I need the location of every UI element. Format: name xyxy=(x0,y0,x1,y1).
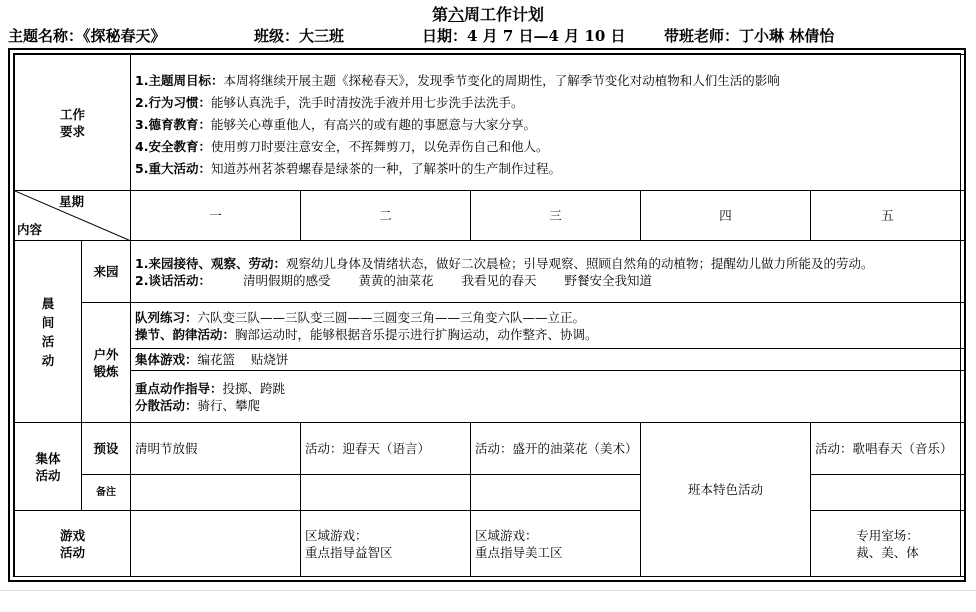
work-label xyxy=(15,55,131,191)
note-wed xyxy=(471,475,641,511)
week-label: 星期 xyxy=(59,194,85,209)
outdoor-row-2 xyxy=(15,349,965,371)
plan-mon: 清明节放假 xyxy=(131,423,301,475)
page-divider xyxy=(0,590,976,591)
group-label: 集体 活动 xyxy=(15,423,82,511)
work-label-line1: 工作 xyxy=(60,106,86,122)
special-activity: 班本特色活动 xyxy=(641,423,811,577)
group-plan-row xyxy=(15,423,965,475)
plan-fri: 活动：歌唱春天（音乐） xyxy=(811,423,965,475)
plan-label: 预设 xyxy=(82,423,131,475)
work-item: 1.主题周目标：本周将继续开展主题《探秘春天》，发现季节变化的周期性，了解季节变化对动植物和人们生活的影响 xyxy=(135,72,780,88)
talk-topic: 清明假期的感受 xyxy=(242,272,331,288)
game-tue: 区域游戏： 重点指导益智区 xyxy=(301,511,471,577)
queue-exercise-cell: 队列练习：六队变三队——三队变三圆——三圆变三角——三角变六队——立正。 操节、韵律活动：胸部运动时，能够根据音乐提示进行扩胸运动，动作整齐、协调。 xyxy=(131,303,965,349)
work-item: 3.德育教育：能够关心尊重他人，有高兴的或有趣的事愿意与大家分享。 xyxy=(135,116,536,132)
title-prefix: 第 xyxy=(431,5,448,24)
game-room: 专用室场： 裁、美、体 xyxy=(811,511,965,577)
arrive-content: 1.来园接待、观察、劳动：观察幼儿身体及情绪状态，做好二次晨检；引导观察、照顾自然角的动植物；提醒幼儿做力所能及的劳动。 2.谈话活动： 清明假期的感受 黄黄的油菜花 我看见的春天 野餐安全我知道 xyxy=(131,241,965,303)
outdoor-row-1 xyxy=(15,303,965,349)
outdoor-row-3 xyxy=(15,371,965,423)
day-tue: 二 xyxy=(301,191,471,241)
game-label: 游戏 活动 xyxy=(15,511,131,577)
note-fri xyxy=(811,475,965,511)
plan-tue: 活动：迎春天（语言） xyxy=(301,423,471,475)
page-title xyxy=(0,2,976,25)
game-wed: 区域游戏： 重点指导美工区 xyxy=(471,511,641,577)
day-mon: 一 xyxy=(131,191,301,241)
talk-topic: 我看见的春天 xyxy=(461,272,537,288)
date-range: 日期：4 月 7 日—4 月 10 日 xyxy=(422,27,626,45)
outdoor-label: 户外 锻炼 xyxy=(82,303,131,423)
note-mon xyxy=(131,475,301,511)
group-note-row xyxy=(15,475,965,511)
title-suffix: 周工作计划 xyxy=(464,5,545,24)
day-thu: 四 xyxy=(641,191,811,241)
day-fri: 五 xyxy=(811,191,965,241)
work-item: 4.安全教育：使用剪刀时要注意安全，不挥舞剪刀，以免弄伤自己和他人。 xyxy=(135,138,549,154)
note-label: 备注 xyxy=(82,475,131,511)
key-action-cell: 重点动作指导：投掷、跨跳 分散活动：骑行、攀爬 xyxy=(131,371,965,423)
game-row xyxy=(15,511,965,577)
talk-topic: 黄黄的油菜花 xyxy=(358,272,434,288)
work-label-line2: 要求 xyxy=(60,123,86,139)
talk-topic: 野餐安全我知道 xyxy=(564,272,653,288)
work-row xyxy=(15,55,965,191)
content-label: 内容 xyxy=(17,222,43,237)
day-header-row xyxy=(15,191,965,241)
arrive-label: 来园 xyxy=(82,241,131,303)
theme-name: 主题名称：《探秘春天》 xyxy=(8,27,166,45)
morning-label: 晨 间 活 动 xyxy=(15,241,82,423)
plan-table xyxy=(14,54,965,577)
arrive-row xyxy=(15,241,965,303)
title-week: 六 xyxy=(447,5,464,24)
work-item: 2.行为习惯：能够认真洗手，洗手时清按洗手液并用七步洗手法洗手。 xyxy=(135,94,524,110)
plan-frame xyxy=(8,48,966,582)
diag-header-cell xyxy=(15,191,131,241)
class-name: 班级：大三班 xyxy=(254,27,345,45)
work-content xyxy=(131,55,965,191)
plan-wed: 活动：盛开的油菜花（美术） xyxy=(471,423,641,475)
group-game-cell: 集体游戏：编花篮 贴烧饼 xyxy=(131,349,965,371)
day-wed: 三 xyxy=(471,191,641,241)
note-tue xyxy=(301,475,471,511)
teacher-names: 带班老师：丁小琳 林倩怡 xyxy=(664,27,835,45)
game-mon xyxy=(131,511,301,577)
work-item: 5.重大活动：知道苏州茗茶碧螺春是绿茶的一种，了解茶叶的生产制作过程。 xyxy=(135,160,561,176)
